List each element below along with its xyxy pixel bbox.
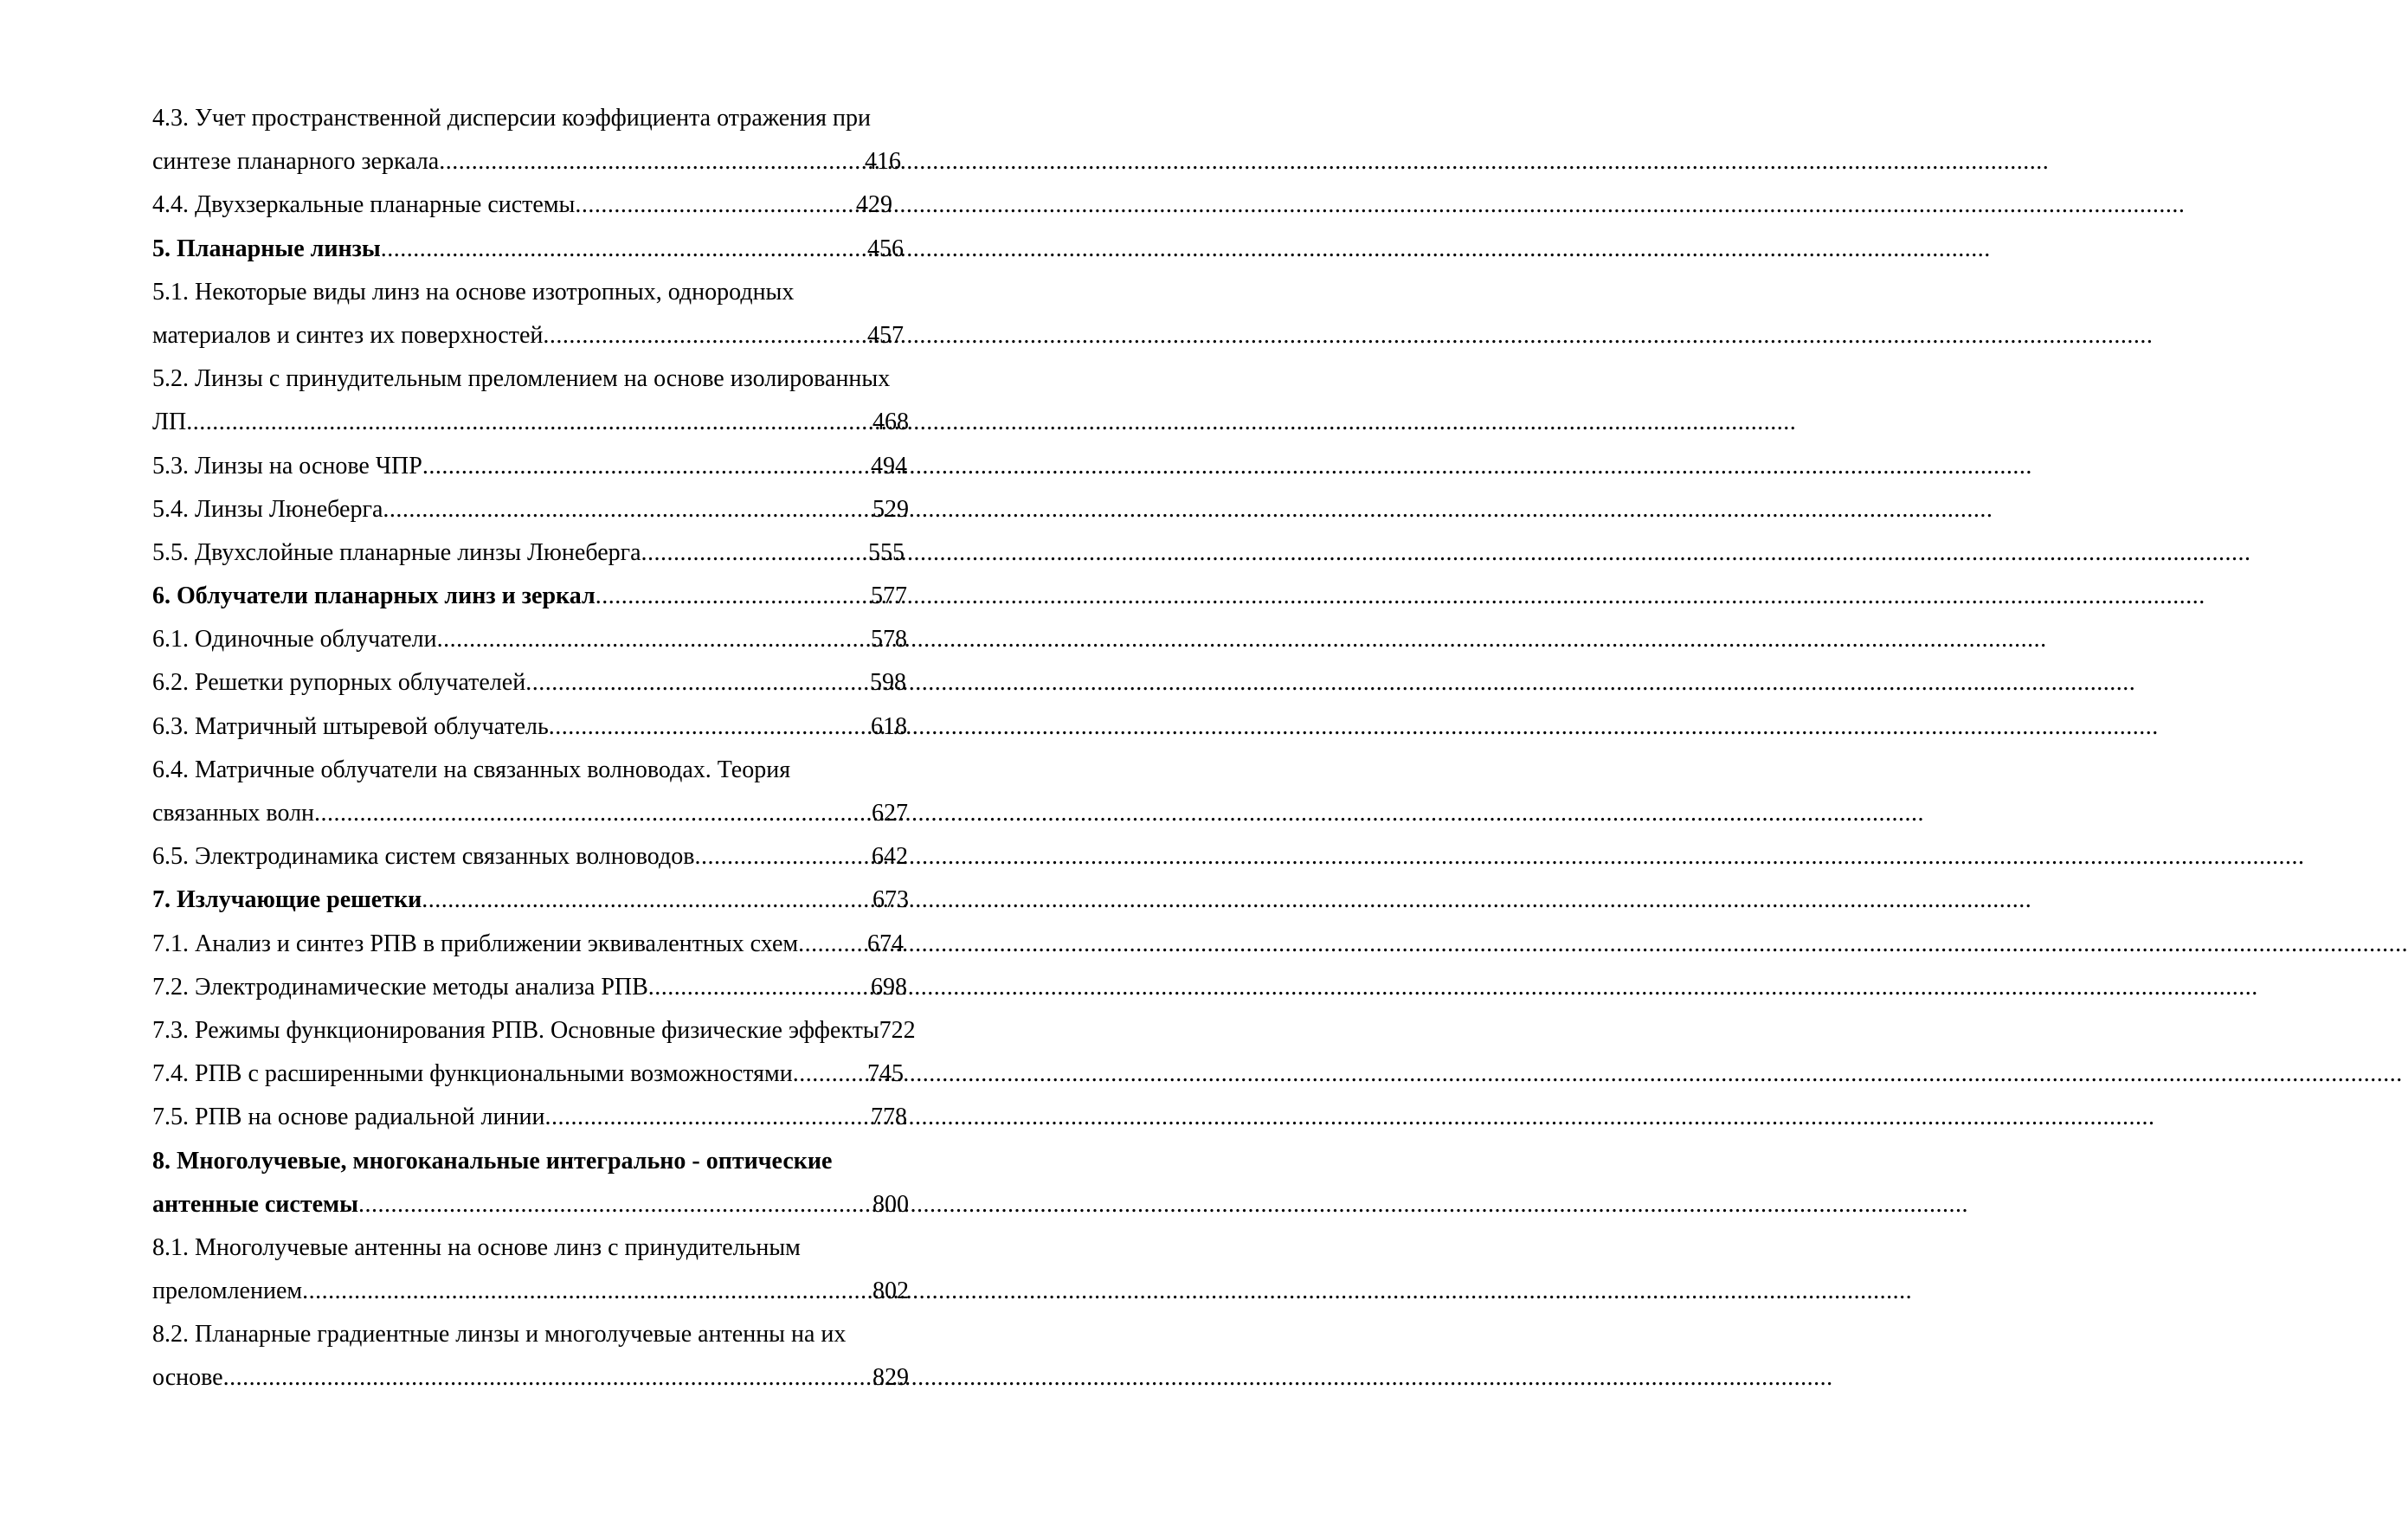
toc-chapter-title: 7. Излучающие решетки [152, 886, 422, 914]
dot-leader [596, 575, 871, 618]
toc-entry-title: преломлением [152, 1278, 303, 1305]
toc-entry-8-1-line1 [152, 1226, 1018, 1270]
toc-page-number: 722 [879, 1016, 916, 1044]
toc-entry-title: 4.4. Двухзеркальные планарные системы [152, 191, 576, 219]
dot-leader [381, 228, 867, 271]
toc-entry-5-2-line1 [152, 357, 1018, 401]
toc-entry-title: связанных волн [152, 800, 315, 827]
toc-page-number: 698 [871, 973, 907, 1001]
toc-page-number: 674 [867, 930, 904, 957]
toc-page-number: 802 [872, 1278, 909, 1305]
dot-leader [694, 835, 872, 879]
toc-entry-title: 5.2. Линзы с принудительным преломлением на основе изолированных [152, 365, 891, 393]
toc-page-number: 457 [867, 321, 904, 349]
table-of-contents [152, 97, 1018, 1400]
toc-chapter-title: 8. Многолучевые, многоканальные интегрально - оптические [152, 1147, 833, 1175]
toc-entry-8-2-line1 [152, 1313, 1018, 1356]
toc-page-number: 627 [872, 800, 908, 827]
toc-entry-title: 7.1. Анализ и синтез РПВ в приближении эквивалентных схем [152, 930, 799, 957]
toc-entry-title: ЛП [152, 409, 187, 436]
toc-chapter-7[interactable] [152, 879, 909, 922]
toc-page-number: 429 [856, 191, 892, 219]
toc-entry-4-4[interactable] [152, 183, 892, 227]
toc-chapter-8[interactable] [152, 1183, 909, 1226]
toc-page-number: 778 [871, 1104, 907, 1131]
toc-page-number: 529 [872, 495, 909, 523]
dot-leader [302, 1270, 872, 1313]
toc-entry-title: 5.1. Некоторые виды линз на основе изотропных, однородных [152, 278, 795, 306]
dot-leader [358, 1183, 872, 1226]
toc-entry-7-4[interactable] [152, 1052, 904, 1096]
dot-leader [798, 923, 867, 966]
toc-entry-5-1-line1 [152, 271, 1018, 314]
toc-entry-8-1[interactable] [152, 1270, 909, 1313]
toc-entry-title: 6.5. Электродинамика систем связанных волноводов [152, 843, 695, 871]
toc-entry-title: 6.2. Решетки рупорных облучателей [152, 669, 526, 697]
toc-entry-4-3[interactable] [152, 140, 901, 183]
toc-page-number: 577 [871, 582, 907, 610]
toc-entry-6-4[interactable] [152, 792, 908, 835]
toc-entry-7-2[interactable] [152, 966, 907, 1009]
toc-entry-5-4[interactable] [152, 488, 909, 531]
toc-entry-title: 5.5. Двухслойные планарные линзы Люнеберга [152, 538, 641, 566]
toc-page-number: 800 [872, 1190, 909, 1218]
dot-leader [793, 1052, 867, 1096]
toc-page-number: 468 [872, 409, 909, 436]
dot-leader [422, 879, 872, 922]
toc-entry-title: 6.3. Матричный штыревой облучатель [152, 712, 549, 740]
toc-page-number: 456 [867, 235, 904, 262]
toc-page-number: 642 [872, 843, 908, 871]
toc-entry-title: 6.1. Одиночные облучатели [152, 626, 437, 653]
toc-entry-title: 7.2. Электродинамические методы анализа РПВ [152, 973, 648, 1001]
toc-entry-title: основе [152, 1364, 223, 1392]
toc-entry-5-1[interactable] [152, 314, 904, 357]
toc-entry-4-3-line1 [152, 97, 1018, 140]
toc-entry-title: синтезе планарного зеркала [152, 148, 440, 176]
toc-entry-7-5[interactable] [152, 1096, 907, 1139]
toc-entry-8-2[interactable] [152, 1356, 909, 1400]
toc-entry-title: 7.5. РПВ на основе радиальной линии [152, 1104, 545, 1131]
toc-page-number: 578 [871, 626, 907, 653]
toc-entry-6-3[interactable] [152, 705, 907, 749]
toc-entry-title: материалов и синтез их поверхностей [152, 321, 544, 349]
dot-leader [544, 1096, 871, 1139]
dot-leader [543, 314, 867, 357]
toc-page-number: 745 [867, 1060, 904, 1088]
dot-leader [439, 140, 865, 183]
toc-entry-title: 4.3. Учет пространственной дисперсии коэффициента отражения при [152, 105, 871, 132]
toc-entry-title: 5.3. Линзы на основе ЧПР [152, 452, 422, 480]
toc-chapter-6[interactable] [152, 575, 907, 618]
toc-page-number: 618 [871, 712, 907, 740]
toc-entry-6-4-line1 [152, 749, 1018, 792]
toc-chapter-title: антенные системы [152, 1190, 358, 1218]
dot-leader [314, 792, 872, 835]
toc-entry-7-1[interactable] [152, 923, 904, 966]
toc-chapter-8-line1 [152, 1140, 1018, 1183]
dot-leader [549, 705, 871, 749]
toc-entry-title: 6.4. Матричные облучатели на связанных волноводах. Теория [152, 756, 791, 783]
toc-entry-6-1[interactable] [152, 618, 907, 661]
toc-entry-5-5[interactable] [152, 531, 905, 575]
dot-leader [422, 445, 871, 488]
dot-leader [437, 618, 871, 661]
dot-leader [575, 183, 856, 227]
toc-entry-5-2[interactable] [152, 401, 909, 444]
toc-page-number: 494 [871, 452, 907, 480]
toc-page-number: 829 [872, 1364, 909, 1392]
dot-leader [525, 661, 870, 705]
dot-leader [186, 401, 872, 444]
toc-entry-title: 7.3. Режимы функционирования РПВ. Основные физические эффекты [152, 1016, 879, 1044]
toc-entry-title: 8.1. Многолучевые антенны на основе линз с принудительным [152, 1233, 801, 1261]
toc-entry-title: 5.4. Линзы Люнеберга [152, 495, 383, 523]
toc-entry-title: 8.2. Планарные градиентные линзы и многолучевые антенны на их [152, 1321, 847, 1348]
toc-entry-6-5[interactable] [152, 835, 908, 879]
dot-leader [648, 966, 871, 1009]
toc-chapter-5[interactable] [152, 228, 904, 271]
toc-page-number: 416 [865, 148, 901, 176]
toc-page-number: 598 [870, 669, 906, 697]
dot-leader [223, 1356, 872, 1400]
toc-entry-7-3[interactable] [152, 1009, 916, 1052]
document-page [0, 0, 1073, 1519]
dot-leader [383, 488, 872, 531]
toc-chapter-title: 5. Планарные линзы [152, 235, 381, 262]
toc-page-number: 673 [872, 886, 909, 914]
dot-leader [641, 531, 868, 575]
toc-chapter-title: 6. Облучатели планарных линз и зеркал [152, 582, 596, 610]
toc-entry-title: 7.4. РПВ с расширенными функциональными возможностями [152, 1060, 793, 1088]
toc-entry-5-3[interactable] [152, 445, 907, 488]
toc-entry-6-2[interactable] [152, 661, 906, 705]
toc-page-number: 555 [868, 538, 905, 566]
